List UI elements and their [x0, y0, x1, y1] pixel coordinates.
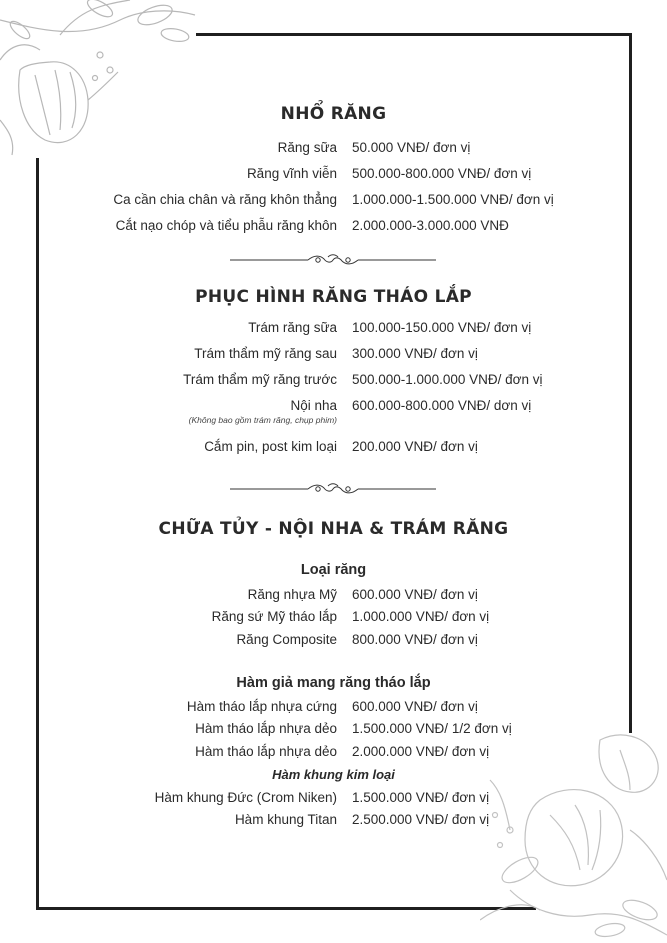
- price-row: [0, 372, 667, 392]
- service-label: Nội nha: [290, 398, 337, 413]
- section-title-chua-tuy: CHỮA TỦY - NỘI NHA & TRÁM RĂNG: [158, 519, 509, 539]
- price-row: [0, 699, 667, 719]
- service-label: Răng sứ Mỹ tháo lắp: [211, 609, 337, 624]
- service-price: 2.500.000 VNĐ/ đơn vị: [352, 812, 490, 827]
- frame-bottom-border: [36, 907, 536, 910]
- group-title-ham-gia: Hàm giả mang răng tháo lắp: [236, 675, 431, 691]
- service-price: 800.000 VNĐ/ đơn vị: [352, 632, 478, 647]
- price-row: [0, 192, 667, 212]
- service-label: Trám răng sữa: [248, 320, 337, 335]
- group-title-loai-rang: Loại răng: [300, 562, 367, 578]
- service-price: 1.000.000-1.500.000 VNĐ/ đơn vị: [352, 192, 554, 207]
- price-row: [0, 744, 667, 764]
- ornamental-divider: [230, 253, 436, 267]
- price-row: [0, 346, 667, 366]
- group-title-ham-khung: Hàm khung kim loại: [272, 767, 395, 782]
- price-row: [0, 587, 667, 607]
- service-label: Trám thẩm mỹ răng trước: [183, 372, 337, 387]
- price-row: [0, 632, 667, 652]
- service-price: 2.000.000 VNĐ/ đơn vị: [352, 744, 490, 759]
- price-row: [0, 140, 667, 160]
- service-label: Hàm khung Titan: [234, 812, 337, 827]
- service-label: Ca cần chia chân và răng khôn thẳng: [113, 192, 337, 207]
- floral-decoration-top-left: [0, 0, 200, 160]
- service-price: 600.000 VNĐ/ đơn vị: [352, 699, 478, 714]
- service-price: 1.500.000 VNĐ/ đơn vị: [352, 790, 490, 805]
- service-price: 600.000-800.000 VNĐ/ dơn vị: [352, 398, 532, 413]
- service-price: 2.000.000-3.000.000 VNĐ: [352, 218, 509, 233]
- service-label: Hàm tháo lắp nhựa cứng: [186, 699, 337, 714]
- price-row: [0, 721, 667, 741]
- service-label: Hàm tháo lắp nhựa dẻo: [195, 721, 337, 736]
- service-note: (Không bao gồm trám răng, chụp phim): [188, 415, 337, 425]
- service-price: 300.000 VNĐ/ đơn vị: [352, 346, 478, 361]
- price-row: [0, 218, 667, 238]
- price-row: [0, 398, 667, 425]
- service-price: 50.000 VNĐ/ đơn vị: [352, 140, 471, 155]
- price-row: [0, 320, 667, 340]
- service-label: Răng Composite: [236, 632, 337, 647]
- service-label: Răng nhựa Mỹ: [247, 587, 337, 602]
- frame-top-border: [196, 33, 632, 36]
- price-row: [0, 166, 667, 186]
- service-label: Răng vĩnh viễn: [246, 166, 337, 181]
- service-label: Trám thẩm mỹ răng sau: [194, 346, 337, 361]
- service-label: Răng sữa: [277, 140, 337, 155]
- service-price: 1.500.000 VNĐ/ 1/2 đơn vị: [352, 721, 512, 736]
- service-price: 500.000-800.000 VNĐ/ đơn vị: [352, 166, 532, 181]
- section-title-nho-rang: NHỔ RĂNG: [280, 104, 387, 124]
- service-price: 500.000-1.000.000 VNĐ/ đơn vị: [352, 372, 543, 387]
- ornamental-divider: [230, 482, 436, 496]
- service-price: 100.000-150.000 VNĐ/ đơn vị: [352, 320, 532, 335]
- section-title-phuc-hinh: PHỤC HÌNH RĂNG THÁO LẮP: [195, 287, 472, 307]
- service-label: Cắm pin, post kim loại: [204, 439, 337, 454]
- service-price: 600.000 VNĐ/ đơn vị: [352, 587, 478, 602]
- price-row: [0, 790, 667, 810]
- service-label: Hàm tháo lắp nhựa dẻo: [195, 744, 337, 759]
- price-row: [0, 812, 667, 832]
- price-row: [0, 439, 667, 459]
- service-price: 200.000 VNĐ/ đơn vị: [352, 439, 478, 454]
- service-label: Hàm khung Đức (Crom Niken): [154, 790, 337, 805]
- service-price: 1.000.000 VNĐ/ đơn vị: [352, 609, 490, 624]
- price-row: [0, 609, 667, 629]
- service-label: Cắt nạo chóp và tiểu phẫu răng khôn: [115, 218, 337, 233]
